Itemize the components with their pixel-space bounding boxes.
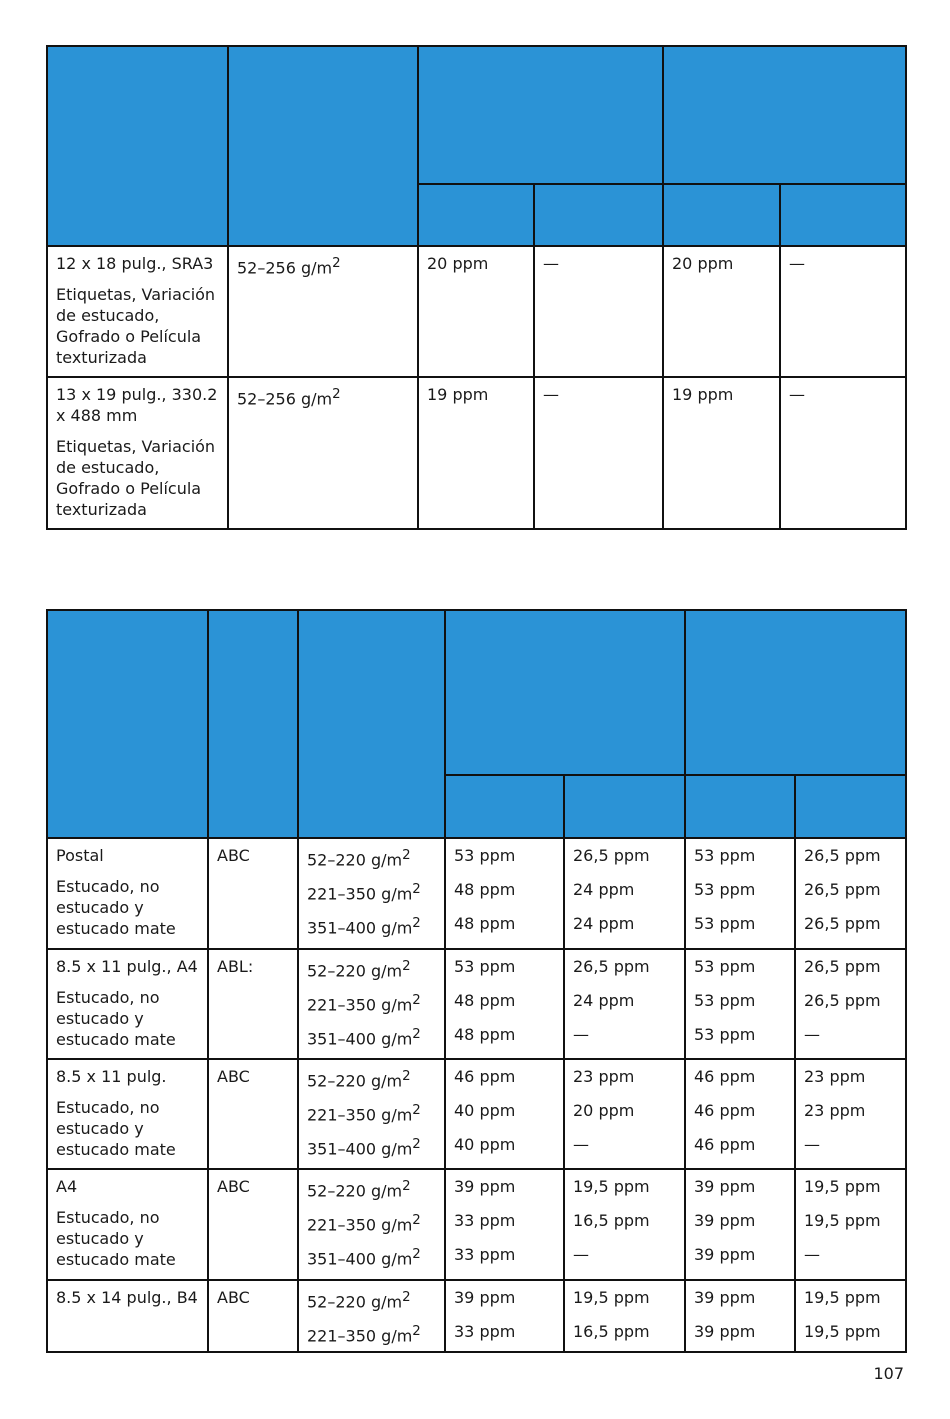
speed-value: 53 ppm <box>694 991 756 1010</box>
table-row <box>47 1059 906 1169</box>
table-row <box>47 1280 906 1352</box>
speed-cell <box>445 838 564 949</box>
header-subcell <box>685 775 795 838</box>
speed-value: 24 ppm <box>573 991 635 1010</box>
weight-line: 52–220 $g/m^2$ <box>307 1179 411 1201</box>
paper-types: Etiquetas, Variación de estucado, Gofrado o Película texturizada <box>56 285 216 367</box>
speed-cell <box>795 1280 906 1352</box>
speed-value: 53 ppm <box>694 880 756 899</box>
weight-line: 351–400 $g/m^2$ <box>307 916 421 938</box>
speed-cell <box>564 1169 685 1280</box>
weight-line: 221–350 $g/m^2$ <box>307 882 421 904</box>
size-cell <box>47 1059 208 1169</box>
speed-cell <box>445 1280 564 1352</box>
speed-value: 46 ppm <box>454 1067 516 1086</box>
speed-value: 26,5 ppm <box>804 914 881 933</box>
speed-value: 19,5 ppm <box>804 1322 881 1341</box>
speed-value: — <box>573 1245 589 1264</box>
speed-value: — <box>804 1025 820 1044</box>
header-cell <box>47 610 208 838</box>
speed-value: 40 ppm <box>454 1101 516 1120</box>
header-subcell <box>780 184 906 246</box>
speed-value: 19,5 ppm <box>573 1177 650 1196</box>
speed-cell: — <box>780 246 906 377</box>
speed-cell <box>564 1059 685 1169</box>
speed-value: 53 ppm <box>694 846 756 865</box>
feed-cell: ABC <box>208 1169 298 1280</box>
speed-value: 48 ppm <box>454 991 516 1010</box>
speed-value: 19,5 ppm <box>804 1211 881 1230</box>
speed-value: 33 ppm <box>454 1211 516 1230</box>
speed-value: 26,5 ppm <box>573 957 650 976</box>
weight-line: 351–400 $g/m^2$ <box>307 1137 421 1159</box>
weight-line: 52–220 $g/m^2$ <box>307 1290 411 1312</box>
speed-value: 46 ppm <box>694 1067 756 1086</box>
header-group-cell <box>663 46 906 184</box>
speed-value: — <box>573 1135 589 1154</box>
speed-cell <box>685 1059 795 1169</box>
speed-cell <box>795 1059 906 1169</box>
header-cell <box>47 46 228 246</box>
speed-value: 39 ppm <box>454 1177 516 1196</box>
paper-size: Postal <box>56 846 104 865</box>
speed-value: 19,5 ppm <box>804 1288 881 1307</box>
speed-cell <box>564 838 685 949</box>
paper-types: Estucado, no estucado y estucado mate <box>56 988 176 1049</box>
speed-cell: — <box>534 246 663 377</box>
header-subcell <box>534 184 663 246</box>
paper-types: Estucado, no estucado y estucado mate <box>56 877 176 938</box>
table-row <box>47 377 906 529</box>
speed-value: 53 ppm <box>454 957 516 976</box>
speed-value: 48 ppm <box>454 914 516 933</box>
speed-cell <box>564 949 685 1059</box>
speed-value: 26,5 ppm <box>573 846 650 865</box>
weight-cell <box>298 1280 445 1352</box>
page-number: 107 <box>873 1364 904 1383</box>
speed-value: 39 ppm <box>694 1245 756 1264</box>
speed-cell <box>445 1169 564 1280</box>
header-group-cell <box>685 610 906 775</box>
size-cell <box>47 1280 208 1352</box>
speed-value: 39 ppm <box>694 1288 756 1307</box>
weight-line: 351–400 $g/m^2$ <box>307 1247 421 1269</box>
paper-types: Estucado, no estucado y estucado mate <box>56 1208 176 1269</box>
speed-value: 39 ppm <box>694 1211 756 1230</box>
speed-cell <box>685 1280 795 1352</box>
feed-cell: ABC <box>208 1059 298 1169</box>
feed-cell: ABL: <box>208 949 298 1059</box>
speed-cell: 19 ppm <box>418 377 534 529</box>
header-cell <box>228 46 418 246</box>
speed-value: 26,5 ppm <box>804 880 881 899</box>
speed-value: 26,5 ppm <box>804 991 881 1010</box>
speed-value: 23 ppm <box>804 1067 866 1086</box>
weight-cell <box>298 1059 445 1169</box>
speed-cell <box>795 949 906 1059</box>
speed-cell <box>795 1169 906 1280</box>
table-row <box>47 949 906 1059</box>
speed-cell <box>445 949 564 1059</box>
speed-cell: — <box>780 377 906 529</box>
weight-line: 221–350 $g/m^2$ <box>307 1213 421 1235</box>
weight-line: 221–350 $g/m^2$ <box>307 993 421 1015</box>
header-subcell <box>795 775 906 838</box>
speed-value: 33 ppm <box>454 1245 516 1264</box>
speed-cell: 19 ppm <box>663 377 780 529</box>
paper-size: 8.5 x 14 pulg., B4 <box>56 1288 198 1307</box>
feed-cell: ABC <box>208 838 298 949</box>
speed-value: 39 ppm <box>694 1177 756 1196</box>
size-cell <box>47 377 228 529</box>
size-cell <box>47 246 228 377</box>
weight-cell: 52–256 $g/m^2$ <box>228 377 418 529</box>
header-subcell <box>663 184 780 246</box>
speed-cell <box>564 1280 685 1352</box>
paper-size: 13 x 19 pulg., 330.2 x 488 mm <box>56 385 218 425</box>
feed-cell: ABC <box>208 1280 298 1352</box>
table-body <box>47 838 906 1352</box>
speed-value: 53 ppm <box>694 1025 756 1044</box>
paper-size: 8.5 x 11 pulg. <box>56 1067 167 1086</box>
header-group-cell <box>445 610 685 775</box>
speed-value: 20 ppm <box>573 1101 635 1120</box>
header-cell <box>208 610 298 838</box>
weight-line: 351–400 $g/m^2$ <box>307 1027 421 1049</box>
weight-cell: 52–256 $g/m^2$ <box>228 246 418 377</box>
speed-value: 53 ppm <box>694 957 756 976</box>
paper-speed-table-2 <box>46 609 907 1353</box>
speed-cell: — <box>534 377 663 529</box>
speed-value: 53 ppm <box>694 914 756 933</box>
paper-speed-table-1 <box>46 45 907 530</box>
weight-line: 221–350 $g/m^2$ <box>307 1103 421 1125</box>
header-subcell <box>418 184 534 246</box>
table-row <box>47 1169 906 1280</box>
weight-cell <box>298 838 445 949</box>
speed-value: 23 ppm <box>573 1067 635 1086</box>
weight-cell <box>298 949 445 1059</box>
speed-value: — <box>804 1135 820 1154</box>
speed-value: 23 ppm <box>804 1101 866 1120</box>
header-group-cell <box>418 46 663 184</box>
speed-value: 33 ppm <box>454 1322 516 1341</box>
speed-value: 26,5 ppm <box>804 957 881 976</box>
size-cell <box>47 949 208 1059</box>
speed-cell <box>795 838 906 949</box>
speed-value: 53 ppm <box>454 846 516 865</box>
weight-line: 221–350 $g/m^2$ <box>307 1324 421 1346</box>
weight-cell <box>298 1169 445 1280</box>
speed-value: 24 ppm <box>573 914 635 933</box>
speed-value: 46 ppm <box>694 1101 756 1120</box>
speed-value: 48 ppm <box>454 880 516 899</box>
header-subcell <box>564 775 685 838</box>
table-row <box>47 838 906 949</box>
speed-cell <box>685 838 795 949</box>
speed-value: 26,5 ppm <box>804 846 881 865</box>
speed-value: 46 ppm <box>694 1135 756 1154</box>
weight-line: 52–220 $g/m^2$ <box>307 1069 411 1091</box>
speed-value: 40 ppm <box>454 1135 516 1154</box>
paper-types: Estucado, no estucado y estucado mate <box>56 1098 176 1159</box>
speed-cell <box>445 1059 564 1169</box>
speed-cell <box>685 1169 795 1280</box>
speed-value: — <box>573 1025 589 1044</box>
speed-value: 19,5 ppm <box>573 1288 650 1307</box>
speed-value: 24 ppm <box>573 880 635 899</box>
table-row <box>47 246 906 377</box>
speed-value: 39 ppm <box>694 1322 756 1341</box>
weight-line: 52–220 $g/m^2$ <box>307 959 411 981</box>
paper-types: Etiquetas, Variación de estucado, Gofrado o Película texturizada <box>56 437 216 519</box>
header-subcell <box>445 775 564 838</box>
speed-cell <box>685 949 795 1059</box>
paper-size: A4 <box>56 1177 78 1196</box>
paper-size: 12 x 18 pulg., SRA3 <box>56 254 214 273</box>
header-cell <box>298 610 445 838</box>
speed-value: 16,5 ppm <box>573 1322 650 1341</box>
speed-value: — <box>804 1245 820 1264</box>
speed-value: 48 ppm <box>454 1025 516 1044</box>
speed-cell: 20 ppm <box>418 246 534 377</box>
speed-value: 39 ppm <box>454 1288 516 1307</box>
size-cell <box>47 1169 208 1280</box>
speed-value: 19,5 ppm <box>804 1177 881 1196</box>
speed-cell: 20 ppm <box>663 246 780 377</box>
size-cell <box>47 838 208 949</box>
paper-size: 8.5 x 11 pulg., A4 <box>56 957 198 976</box>
speed-value: 16,5 ppm <box>573 1211 650 1230</box>
weight-line: 52–220 $g/m^2$ <box>307 848 411 870</box>
